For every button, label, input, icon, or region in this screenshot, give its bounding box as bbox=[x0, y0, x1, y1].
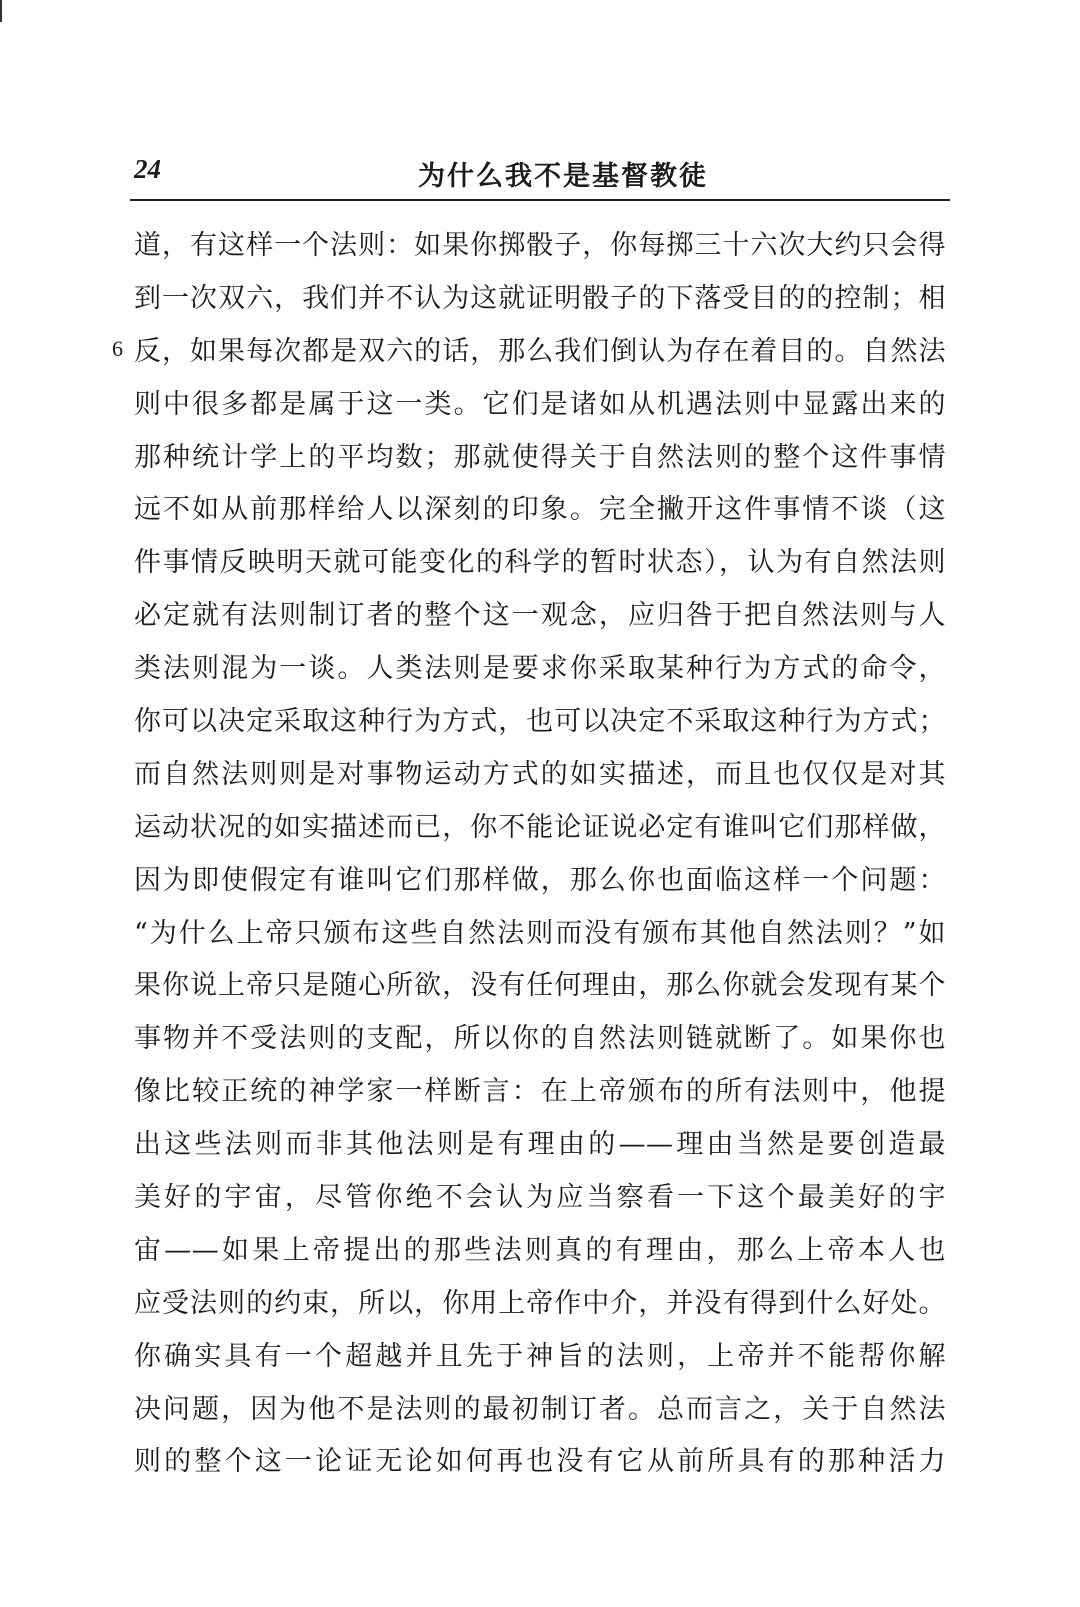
text-line: 出这些法则而非其他法则是有理由的——理由当然是要创造最 bbox=[134, 1129, 946, 1161]
text-line: 那种统计学上的平均数；那就使得关于自然法则的整个这件事情 bbox=[134, 441, 946, 473]
text-line: 反，如果每次都是双六的话，那么我们倒认为存在着目的。自然法 bbox=[134, 335, 946, 367]
running-title: 为什么我不是基督教徒 bbox=[418, 161, 708, 192]
text-line: 远不如从前那样给人以深刻的印象。完全撇开这件事情不谈（这 bbox=[134, 494, 946, 526]
margin-note: 6 bbox=[112, 336, 123, 361]
text-line: 因为即使假定有谁叫它们那样做，那么你也面临这样一个问题： bbox=[134, 864, 946, 896]
text-line: 件事情反映明天就可能变化的科学的暂时状态），认为有自然法则 bbox=[134, 547, 946, 579]
text-line: 则的整个这一论证无论如何再也没有它从前所具有的那种活力 bbox=[134, 1446, 946, 1478]
page-number: 24 bbox=[134, 154, 161, 184]
text-line: 宙——如果上帝提出的那些法则真的有理由，那么上帝本人也 bbox=[134, 1234, 946, 1266]
text-line: “为什么上帝只颁布这些自然法则而没有颁布其他自然法则？”如 bbox=[134, 917, 946, 949]
text-line: 果你说上帝只是随心所欲，没有任何理由，那么你就会发现有某个 bbox=[134, 970, 946, 1002]
text-line: 你确实具有一个超越并且先于神旨的法则，上帝并不能帮你解 bbox=[134, 1340, 946, 1372]
text-line: 事物并不受法则的支配，所以你的自然法则链就断了。如果你也 bbox=[134, 1023, 946, 1055]
text-line: 你可以决定采取这种行为方式，也可以决定不采取这种行为方式； bbox=[134, 706, 946, 738]
text-line: 则中很多都是属于这一类。它们是诸如从机遇法则中显露出来的 bbox=[134, 388, 946, 420]
text-line: 必定就有法则制订者的整个这一观念，应归咎于把自然法则与人 bbox=[134, 600, 946, 632]
body-text bbox=[134, 220, 946, 1489]
text-line: 运动状况的如实描述而已，你不能论证说必定有谁叫它们那样做， bbox=[134, 811, 946, 843]
text-line: 像比较正统的神学家一样断言：在上帝颁布的所有法则中，他提 bbox=[134, 1076, 946, 1108]
text-line: 决问题，因为他不是法则的最初制订者。总而言之，关于自然法 bbox=[134, 1393, 946, 1425]
text-line: 类法则混为一谈。人类法则是要求你采取某种行为方式的命令， bbox=[134, 653, 946, 685]
text-line: 应受法则的约束，所以，你用上帝作中介，并没有得到什么好处。 bbox=[134, 1287, 946, 1319]
text-line: 道，有这样一个法则：如果你掷骰子，你每掷三十六次大约只会得 bbox=[134, 230, 946, 261]
text-line: 到一次双六，我们并不认为这就证明骰子的下落受目的的控制；相 bbox=[134, 282, 946, 314]
scan-edge-mark bbox=[0, 0, 2, 22]
text-line: 而自然法则则是对事物运动方式的如实描述，而且也仅仅是对其 bbox=[134, 758, 946, 790]
header-rule bbox=[130, 199, 950, 201]
text-line: 美好的宇宙，尽管你绝不会认为应当察看一下这个最美好的宇 bbox=[134, 1182, 946, 1214]
